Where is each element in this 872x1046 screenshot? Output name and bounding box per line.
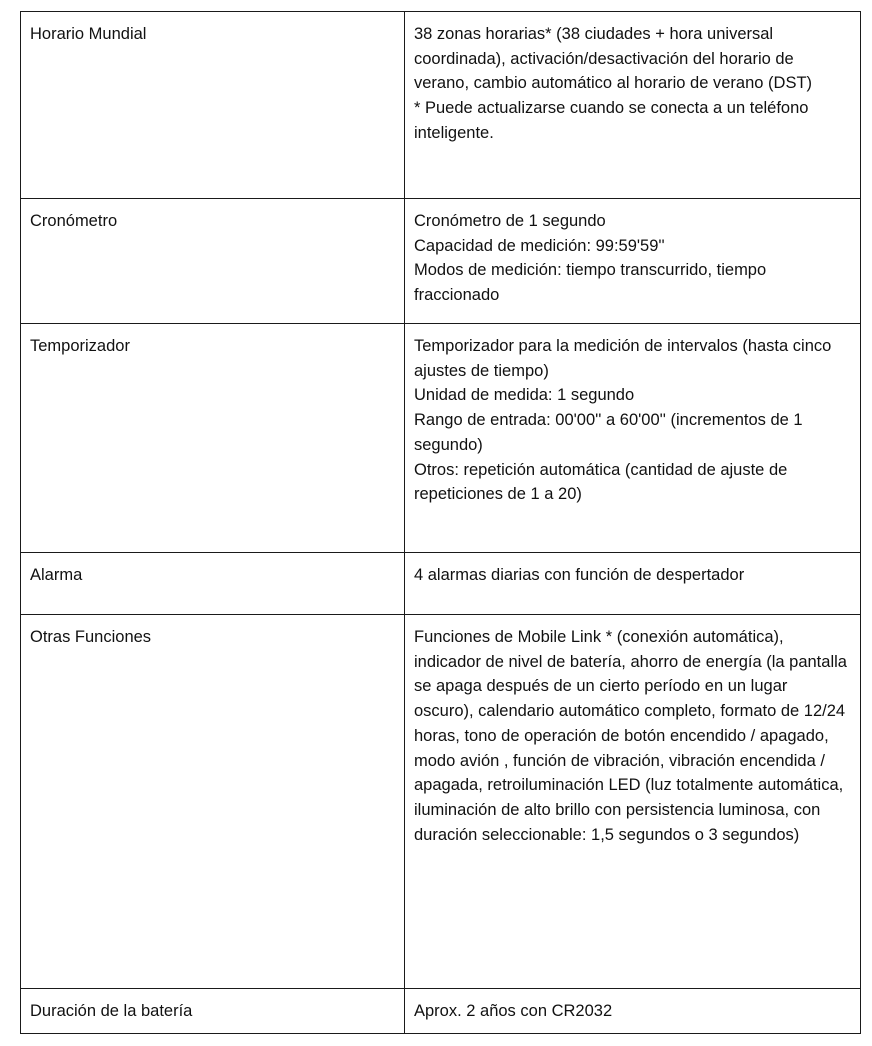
- row-label: Duración de la batería: [21, 989, 405, 1034]
- row-label: Alarma: [21, 553, 405, 615]
- value-line: Modos de medición: tiempo transcurrido, tiempo fraccionado: [414, 261, 767, 305]
- row-value: [405, 12, 861, 199]
- value-line: Temporizador para la medición de intervalos (hasta cinco ajustes de tiempo): [414, 337, 832, 380]
- value-line: * Puede actualizarse cuando se conecta a un teléfono inteligente.: [414, 99, 809, 142]
- row-value: [405, 989, 861, 1034]
- table-row: [21, 615, 861, 989]
- value-line: Otros: repetición automática (cantidad de ajuste de repeticiones de 1 a 20): [414, 460, 788, 504]
- value-line: 38 zonas horarias* (38 ciudades + hora universal coordinada), activación/desactivación del horario de verano, cambio automático al horario de verano (DST): [414, 25, 813, 93]
- table-row: [21, 324, 861, 553]
- row-value: [405, 615, 861, 989]
- row-label: Otras Funciones: [21, 615, 405, 989]
- value-line: Rango de entrada: 00'00'' a 60'00'' (incrementos de 1 segundo): [414, 411, 803, 454]
- value-line: Aprox. 2 años con CR2032: [414, 1002, 613, 1020]
- value-line: 4 alarmas diarias con función de despertador: [414, 566, 745, 584]
- row-value: [405, 324, 861, 553]
- row-label: Horario Mundial: [21, 12, 405, 199]
- value-line: Capacidad de medición: 99:59'59'': [414, 236, 665, 255]
- value-line: Funciones de Mobile Link * (conexión automática), indicador de nivel de batería, ahorro de energía (la pantalla se apaga después de un cierto período en un lugar oscuro), calendario automático completo, formato de 12/24 horas, tono de operación de botón encendido / apagado, modo avión , función de vibración, vibración encendida / apagada, retroiluminación LED (luz totalmente automática, iluminación de alto brillo con persistencia luminosa, con duración seleccionable: 1,5 segundos o 3 segundos): [414, 628, 847, 844]
- table-row: [21, 989, 861, 1034]
- value-line: Cronómetro de 1 segundo: [414, 212, 606, 230]
- row-value: [405, 553, 861, 615]
- value-line: Unidad de medida: 1 segundo: [414, 386, 635, 405]
- specifications-table: [20, 11, 861, 1034]
- table-row: [21, 12, 861, 199]
- table-row: [21, 553, 861, 615]
- row-label: Cronómetro: [21, 199, 405, 324]
- table-row: [21, 199, 861, 324]
- row-label: Temporizador: [21, 324, 405, 553]
- row-value: [405, 199, 861, 324]
